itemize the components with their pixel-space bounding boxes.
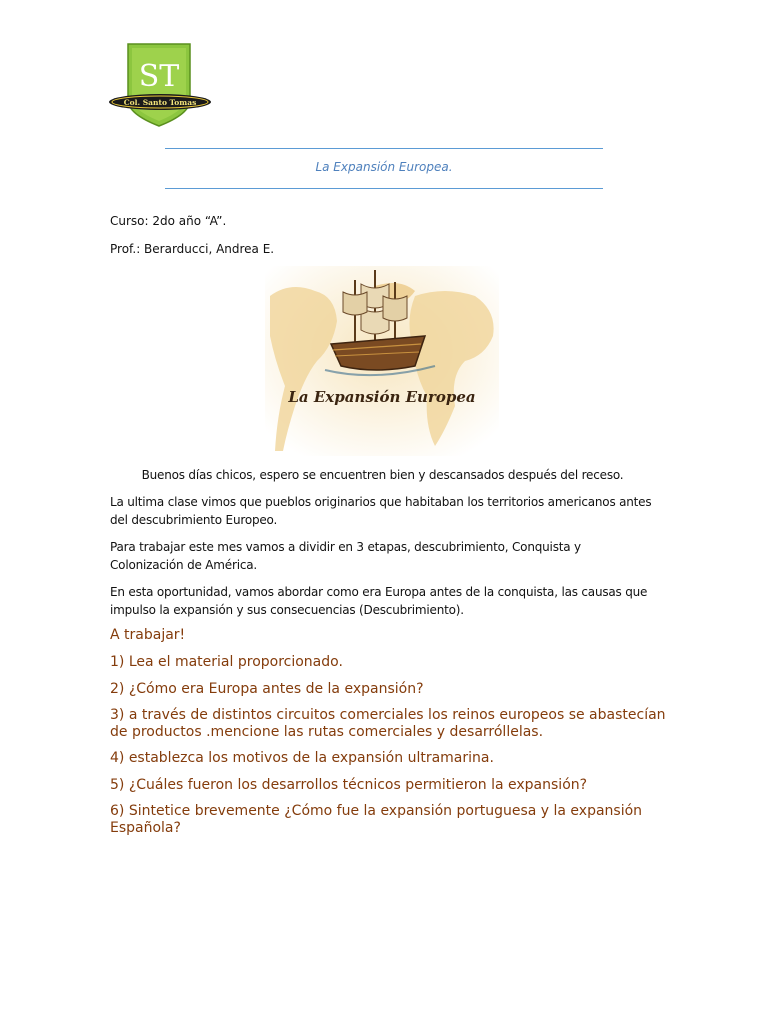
- task-item-3: 3) a través de distintos circuitos comerciales los reinos europeos se abastecían de productos .mencione las rutas comerciales y desarróllelas.: [110, 707, 666, 740]
- greeting-paragraph: Buenos días chicos, espero se encuentren bien y descansados después del receso.: [141, 468, 624, 482]
- school-logo: [108, 42, 212, 128]
- task-item-5: 5) ¿Cuáles fueron los desarrollos técnicos permitieron la expansión?: [110, 777, 588, 793]
- task-item-1: 1) Lea el material proporcionado.: [110, 654, 343, 670]
- task-item-6: 6) Sintetice brevemente ¿Cómo fue la expansión portuguesa y la expansión Española?: [110, 803, 643, 836]
- body-paragraph-2: Para trabajar este mes vamos a dividir en 3 etapas, descubrimiento, Conquista y Colonización de América.: [110, 540, 581, 572]
- body-paragraph-3: En esta oportunidad, vamos abordar como era Europa antes de la conquista, las causas que impulso la expansión y sus consecuencias (Descubrimiento).: [110, 585, 648, 617]
- task-item-4: 4) establezca los motivos de la expansión ultramarina.: [110, 750, 494, 766]
- title-rule-top: [165, 148, 603, 149]
- logo-monogram: ST: [138, 59, 180, 94]
- title-rule-bottom: [165, 188, 603, 189]
- logo-text: Col. Santo Tomas: [123, 98, 197, 107]
- banner-caption: La Expansión Europea: [288, 388, 476, 406]
- teacher-line: Prof.: Berarducci, Andrea E.: [110, 242, 275, 256]
- course-line: Curso: 2do año “A”.: [110, 214, 227, 228]
- expansion-banner-image: [265, 266, 499, 456]
- body-paragraph-1: La ultima clase vimos que pueblos originarios que habitaban los territorios americanos antes del descubrimiento Europeo.: [110, 495, 652, 527]
- task-item-2: 2) ¿Cómo era Europa antes de la expansión?: [110, 681, 424, 697]
- tasks-heading: A trabajar!: [110, 627, 186, 643]
- document-title: La Expansión Europea.: [315, 160, 453, 174]
